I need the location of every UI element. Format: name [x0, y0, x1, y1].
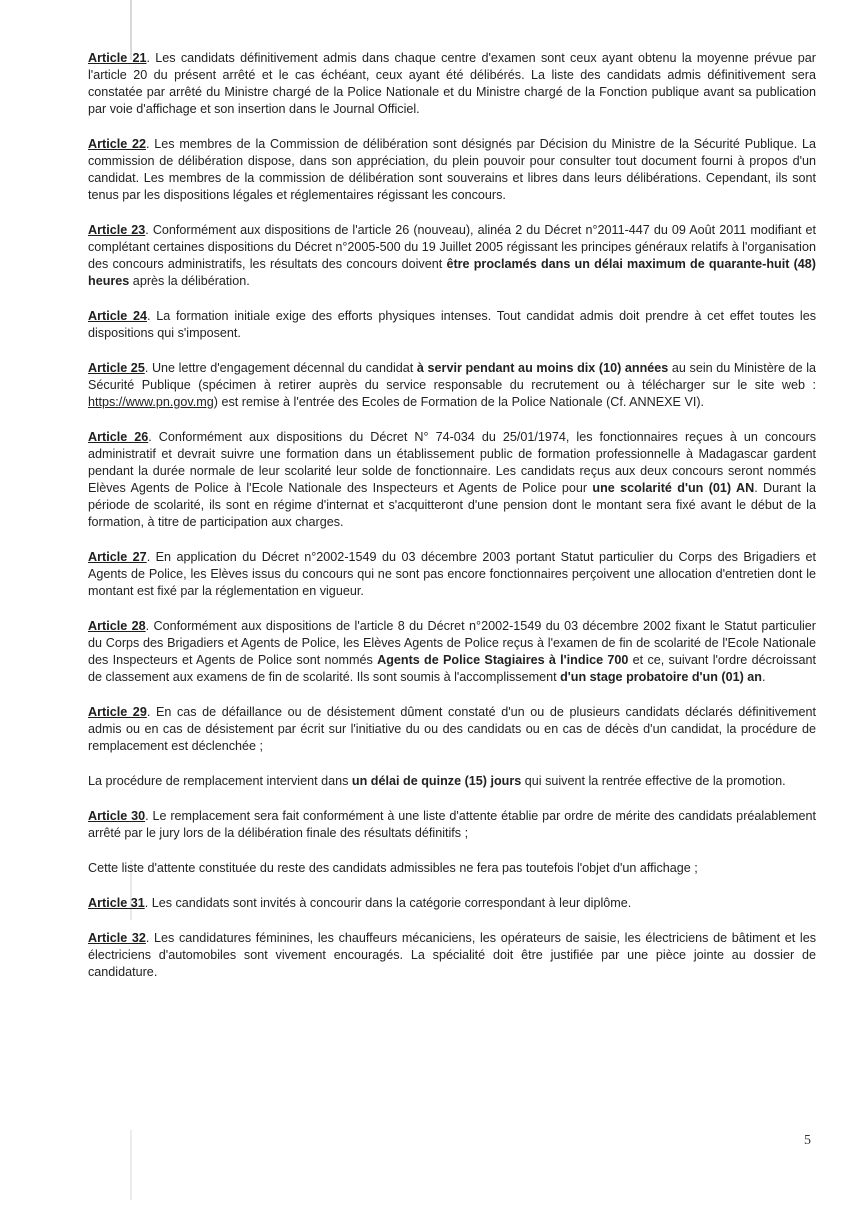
article-21	[88, 50, 816, 118]
article-30	[88, 808, 816, 842]
article-text: . Conformément aux dispositions du Décret N° 74-034 du 25/01/1974, les fonctionnaires reçues à un concours administratif et devrait suivre une formation dans un établissement public de formation professionnelle à Madagascar gardent pendant la durée normale de leur scolarité leur solde de fonctionnaire. Les candidats reçus aux deux concours seront nommés Elèves Agents de Police à l'Ecole Nationale des Inspecteurs et Agents de Police pour	[88, 430, 816, 495]
article-29	[88, 704, 816, 755]
article-label: Article 28	[88, 619, 146, 633]
article-25	[88, 360, 816, 411]
article-text: . Conformément aux dispositions de l'article 8 du Décret n°2002-1549 du 03 décembre 2002 fixant le Statut particulier du Corps des Brigadiers et Agents de Police, les Elèves Agents de Police reçus à l'examen de fin de scolarité de l'Ecole Nationale des Inspecteurs et Agents de Police sont nommés	[88, 619, 816, 667]
article-26	[88, 429, 816, 531]
article-24	[88, 308, 816, 342]
article-label: Article 24	[88, 309, 147, 323]
bold-text: un délai de quinze (15) jours	[351, 774, 522, 788]
article-text: .	[762, 670, 766, 684]
document-body	[88, 50, 816, 999]
article-text: et ce, suivant l'ordre décroissant de classement aux examens de fin de scolarité. Ils sont soumis à l'accomplissement	[88, 653, 816, 684]
article-label: Article 27	[88, 550, 147, 564]
article-label: Article 25	[88, 361, 145, 375]
bold-text: Agents de Police Stagiaires à l'indice 700	[377, 653, 629, 667]
bold-text: d'un stage probatoire d'un (01) an	[560, 670, 762, 684]
article-label: Article 21	[88, 51, 147, 65]
article-text: . Une lettre d'engagement décennal du candidat	[144, 361, 417, 375]
article-28	[88, 618, 816, 686]
paragraph	[88, 860, 816, 877]
article-22	[88, 136, 816, 204]
article-text: . Les membres de la Commission de délibération sont désignés par Décision du Ministre de la Sécurité Publique. La commission de délibération dispose, dans son appréciation, du plein pouvoir pour consulter tout document fourni à propos d'un candidat. Les membres de la commission de délibération sont souverains et libres dans leurs délibérations. Cependant, ils sont tenus par les dispositions légales et réglementaires régissant les concours.	[88, 137, 817, 202]
article-text: . Les candidats définitivement admis dans chaque centre d'examen sont ceux ayant obtenu la moyenne prévue par l'article 20 du présent arrêté et le cas échéant, ceux ayant été délibérés. La liste des candidats admis définitivement sera constatée par arrêté du Ministre chargé de la Police Nationale et du Ministre chargé de la Fonction publique avant sa publication par voie d'affichage et son insertion dans le Journal Officiel.	[88, 51, 817, 116]
article-text: . Conformément aux dispositions de l'article 26 (nouveau), alinéa 2 du Décret n°2011-447 du 09 Août 2011 modifiant et complétant certaines dispositions du Décret n°2005-500 du 19 Juillet 2005 régissant les principes généraux relatifs à l'organisation des concours administratifs, les résultats des concours doivent	[88, 223, 817, 271]
article-27	[88, 549, 816, 600]
article-text: La procédure de remplacement intervient dans	[88, 774, 352, 788]
article-text: . Les candidatures féminines, les chauffeurs mécaniciens, les opérateurs de saisie, les électriciens de bâtiment et les électriciens d'automobiles sont vivement encouragés. La spécialité doit être justifiée par une pièce jointe au dossier de candidature.	[88, 931, 816, 979]
article-text: au sein du Ministère de la Sécurité Publique (spécimen à retirer auprès du service responsable du recrutement ou à télécharger sur le site web :	[88, 361, 817, 392]
article-label: Article 29	[88, 705, 147, 719]
bold-text: à servir pendant au moins dix (10) années	[416, 361, 669, 375]
article-text: . En application du Décret n°2002-1549 du 03 décembre 2003 portant Statut particulier du Corps des Brigadiers et Agents de Police, les Elèves issus du concours qui ne sont pas encore fonctionnaires perçoivent une allocation d'entretien dont le montant est fixé par la réglementation en vigueur.	[88, 550, 817, 598]
bold-text: être proclamés dans un délai maximum de quarante-huit (48) heures	[88, 257, 816, 288]
article-text: . Les candidats sont invités à concourir dans la catégorie correspondant à leur diplôme.	[144, 896, 632, 910]
bold-text: une scolarité d'un (01) AN	[592, 481, 755, 495]
article-label: Article 30	[88, 809, 146, 823]
scan-artifact	[130, 1130, 132, 1200]
article-label: Article 31	[88, 896, 145, 910]
link-text[interactable]: https://www.pn.gov.mg	[88, 395, 214, 409]
article-text: Cette liste d'attente constituée du reste des candidats admissibles ne fera pas toutefois l'objet d'un affichage ;	[88, 861, 698, 875]
article-label: Article 26	[88, 430, 149, 444]
article-text: qui suivent la rentrée effective de la promotion.	[521, 774, 786, 788]
article-label: Article 32	[88, 931, 146, 945]
article-32	[88, 930, 816, 981]
article-31	[88, 895, 816, 912]
article-label: Article 22	[88, 137, 146, 151]
article-text: . La formation initiale exige des efforts physiques intenses. Tout candidat admis doit prendre à cet effet toutes les dispositions qui s'imposent.	[88, 309, 816, 340]
article-text: . Durant la période de scolarité, ils sont en régime d'internat et s'acquitteront d'une pension dont le montant sera fixé avant le début de la formation, à titre de participation aux charges.	[88, 481, 816, 529]
page-number: 5	[804, 1133, 811, 1148]
article-text: après la délibération.	[129, 274, 250, 288]
article-text: . Le remplacement sera fait conformément à une liste d'attente établie par ordre de mérite des candidats préalablement arrêté par le jury lors de la délibération finale des résultats définitifs ;	[88, 809, 816, 840]
article-23	[88, 222, 816, 290]
article-text: . En cas de défaillance ou de désistement dûment constaté d'un ou de plusieurs candidats déclarés définitivement admis ou en cas de désistement par écrit sur l'initiative du ou des candidats ou en cas de décès d'un candidat, la procédure de remplacement est déclenchée ;	[88, 705, 816, 753]
article-text: ) est remise à l'entrée des Ecoles de Formation de la Police Nationale (Cf. ANNEXE VI).	[213, 395, 705, 409]
paragraph	[88, 773, 816, 790]
article-label: Article 23	[88, 223, 146, 237]
